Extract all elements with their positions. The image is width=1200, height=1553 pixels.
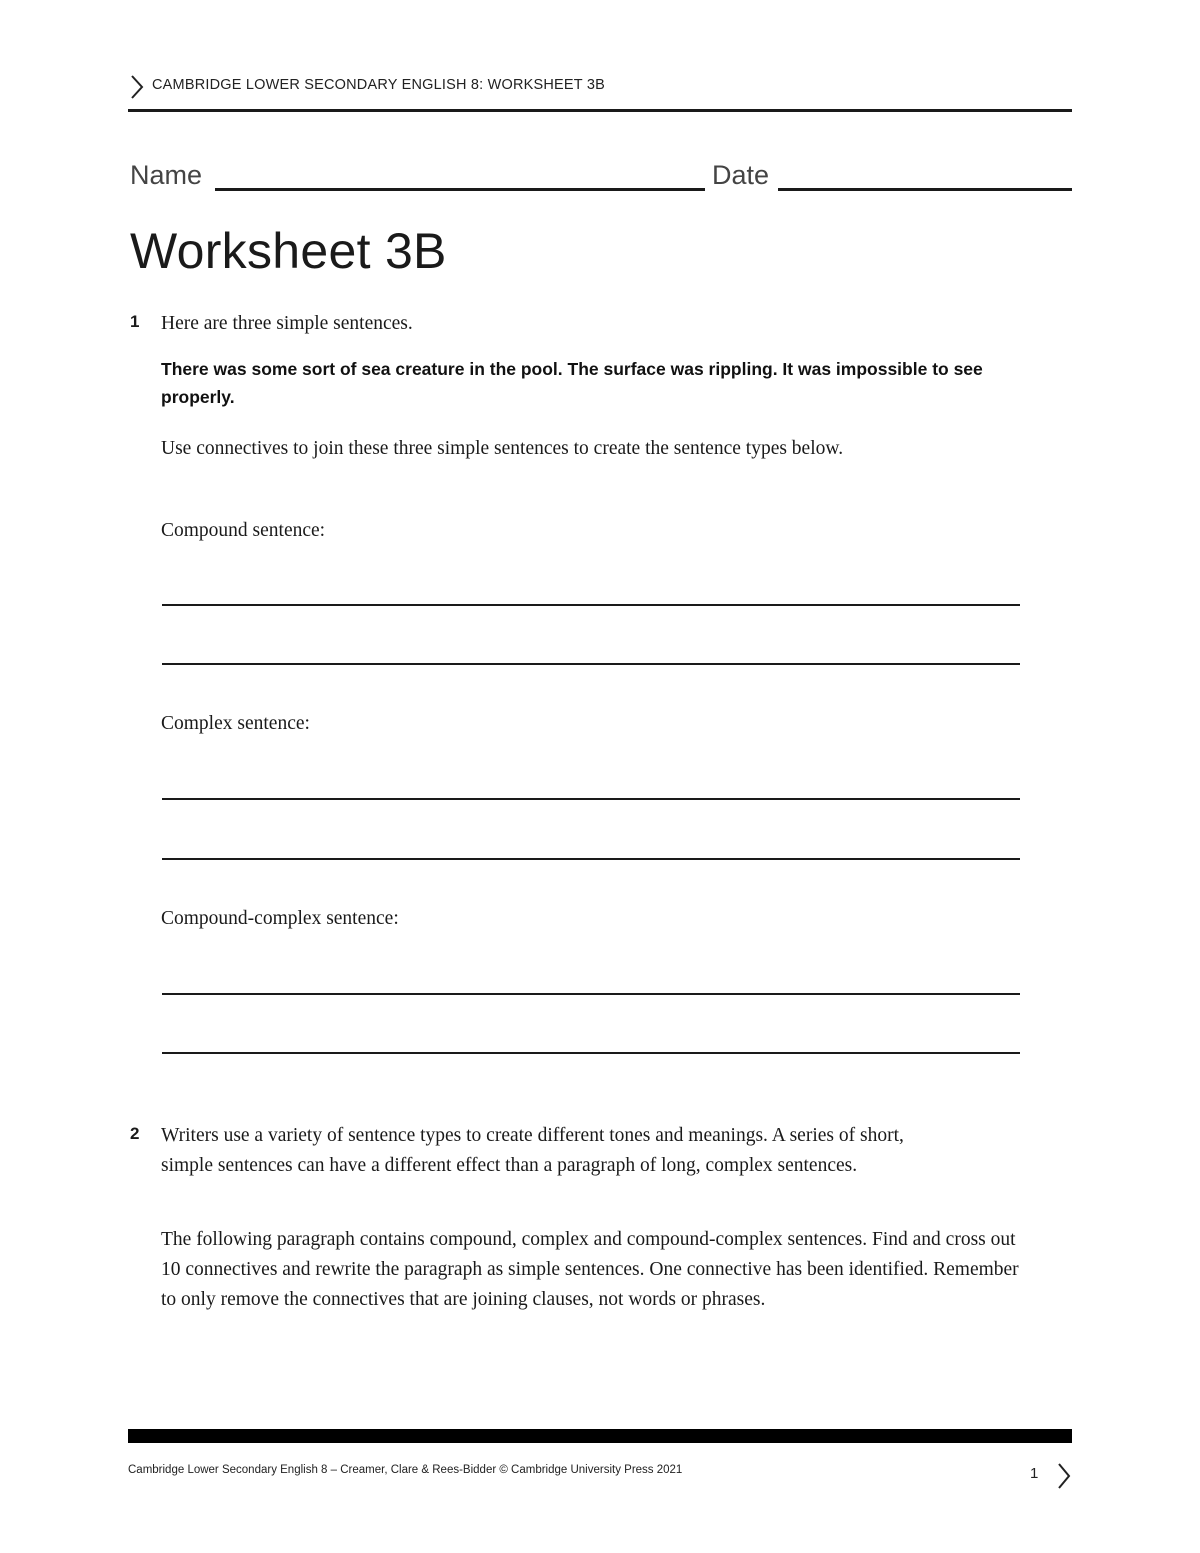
given-sentences: There was some sort of sea creature in the pool. The surface was rippling. It was impossible to see properly. [161,359,983,407]
name-label: Name [130,160,203,190]
question-instruction: Use connectives to join these three simple sentences to create the sentence types below. [161,438,844,459]
chevron-right-icon [1055,1462,1073,1490]
question-task: The following paragraph contains compound, complex and compound-complex sentences. Find and cross out 10 connectives and rewrite the paragraph as simple sentences. One connective has been identified. Remember to only remove the connectives that are joining clauses, not words or phrases. [161,1229,1019,1310]
answer-line-compound-1[interactable] [162,604,1020,606]
answer-line-compound-complex-1[interactable] [162,993,1020,995]
section-label-compound-complex: Compound-complex sentence: [161,908,399,929]
header-title: CAMBRIDGE LOWER SECONDARY ENGLISH 8: WORKSHEET 3B [152,77,605,93]
chevron-right-icon [128,74,146,100]
answer-line-compound-complex-2[interactable] [162,1052,1020,1054]
date-label: Date [712,160,770,190]
page-title: Worksheet 3B [130,223,447,279]
section-label-complex: Complex sentence: [161,713,310,734]
answer-line-complex-1[interactable] [162,798,1020,800]
footer-credit: Cambridge Lower Secondary English 8 – Creamer, Clare & Rees-Bidder © Cambridge University Press 2021 [128,1464,683,1476]
section-label-compound: Compound sentence: [161,520,326,541]
question-number: 1 [130,312,140,331]
name-field[interactable] [215,188,705,191]
question-intro: Writers use a variety of sentence types to create different tones and meanings. A series of short, simple sentences can have a different effect than a paragraph of long, complex sentences. [161,1125,904,1176]
question-prompt: Here are three simple sentences. [161,313,413,334]
footer-bar [128,1429,1072,1443]
date-field[interactable] [778,188,1072,191]
answer-line-compound-2[interactable] [162,663,1020,665]
header-rule [128,109,1072,112]
question-number: 2 [130,1124,140,1143]
answer-line-complex-2[interactable] [162,858,1020,860]
page-number: 1 [1030,1465,1039,1482]
